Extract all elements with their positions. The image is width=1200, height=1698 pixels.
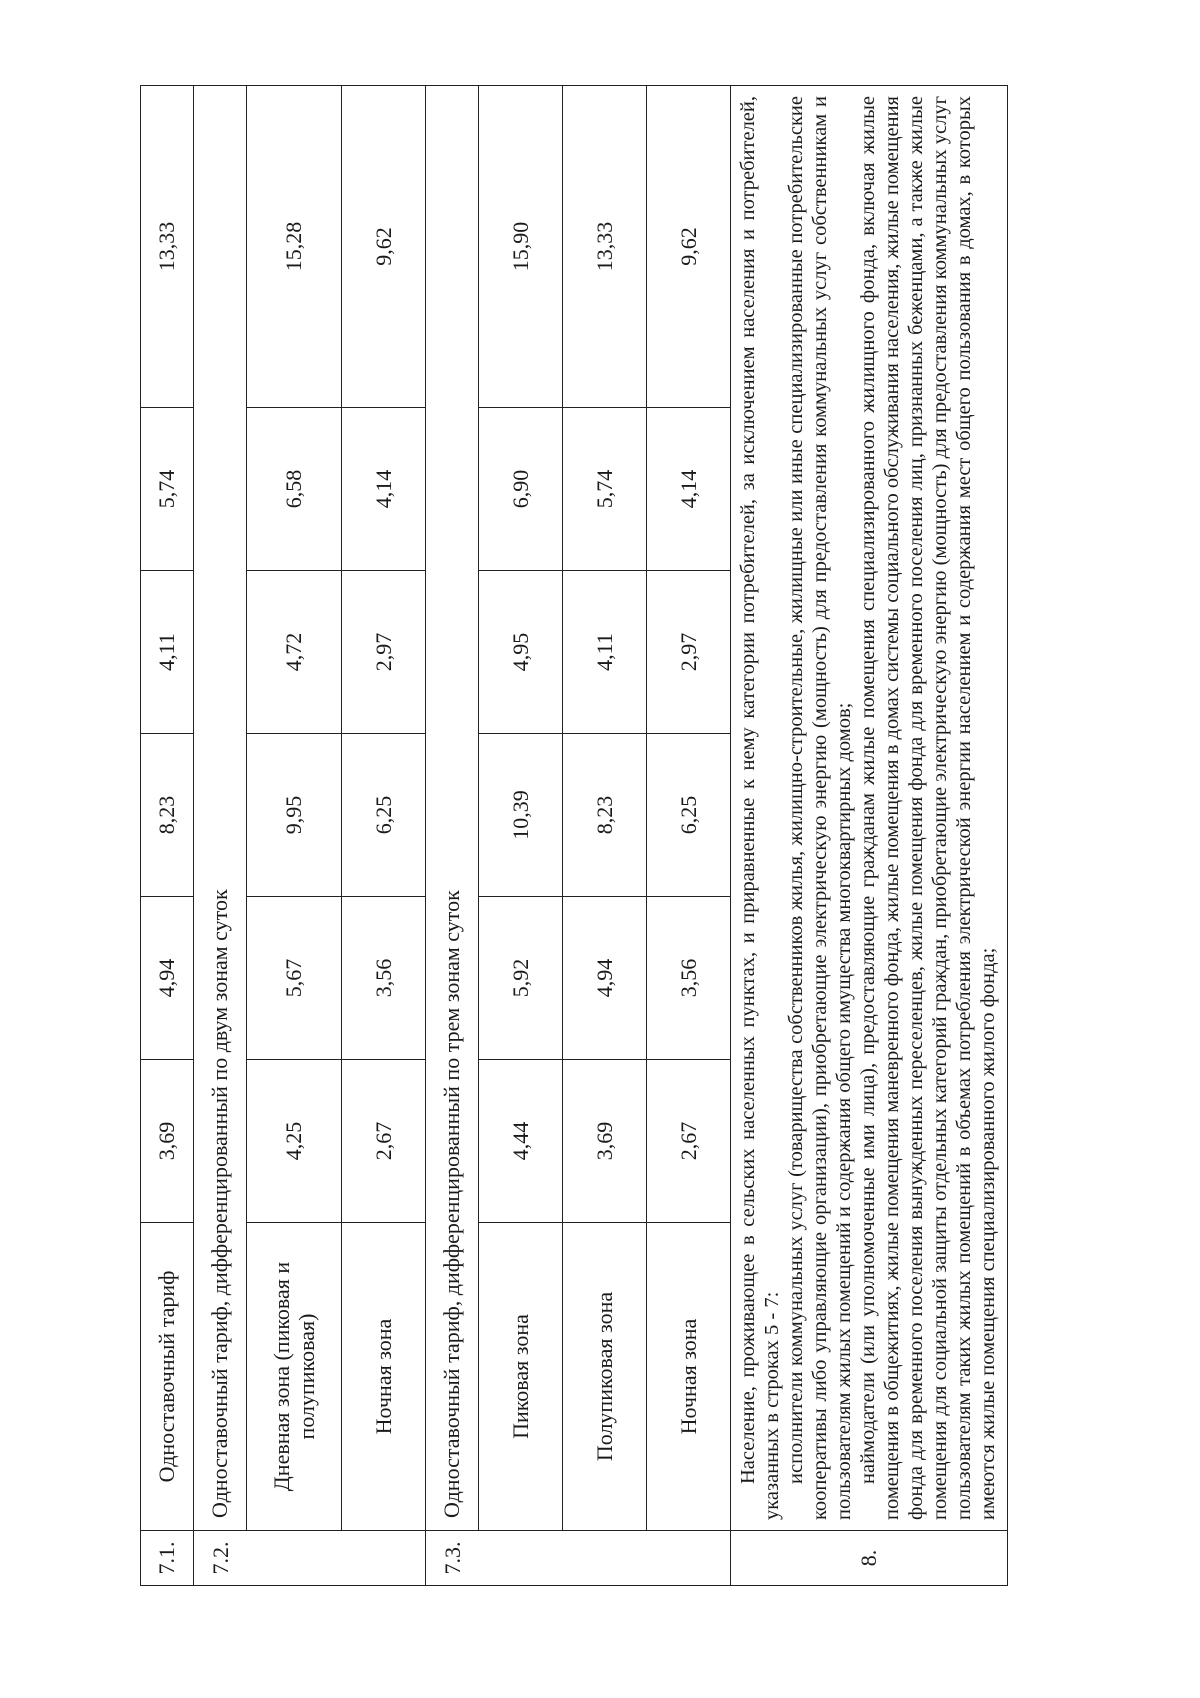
value-cell: 4,94 bbox=[141, 897, 194, 1060]
row-number: 7.1. bbox=[141, 1531, 194, 1586]
value-cell: 4,72 bbox=[247, 571, 342, 734]
value-cell: 15,90 bbox=[479, 86, 563, 408]
row-label: Ночная зона bbox=[342, 1223, 426, 1531]
value-cell: 4,25 bbox=[247, 1060, 342, 1223]
section-heading: Одноставочный тариф, дифференцированный по двум зонам суток bbox=[194, 571, 247, 1531]
section-heading: Одноставочный тариф, дифференцированный по трем зонам суток bbox=[426, 571, 479, 1531]
value-cell: 4,95 bbox=[479, 571, 563, 734]
value-cell: 4,14 bbox=[342, 408, 426, 571]
value-cell: 13,33 bbox=[563, 86, 647, 408]
table-row bbox=[479, 86, 563, 1586]
value-cell: 6,25 bbox=[342, 734, 426, 897]
value-cell: 4,44 bbox=[479, 1060, 563, 1223]
value-cell: 4,14 bbox=[647, 408, 731, 571]
value-cell: 6,25 bbox=[647, 734, 731, 897]
value-cell: 8,23 bbox=[141, 734, 194, 897]
value-cell: 5,74 bbox=[141, 408, 194, 571]
value-cell: 15,28 bbox=[247, 86, 342, 408]
value-cell: 3,56 bbox=[342, 897, 426, 1060]
row-label: Полупиковая зона bbox=[563, 1223, 647, 1531]
value-cell: 2,67 bbox=[647, 1060, 731, 1223]
row-description bbox=[731, 86, 1008, 1531]
paragraph: исполнители коммунальных услуг (товарищества собственников жилья, жилищно-строительные, жилищные или иные специализированные потребительские кооперативы либо управляющие организации), приобретающие электрическую энергию (мощность) для предоставления коммунальных услуг собственникам и пользователям жилых помещений и содержания общего имущества многоквартирных домов; bbox=[784, 96, 855, 1520]
table-row bbox=[563, 86, 647, 1586]
value-cell: 2,97 bbox=[342, 571, 426, 734]
row-number: 8. bbox=[731, 1531, 1008, 1586]
value-cell: 8,23 bbox=[563, 734, 647, 897]
table-row bbox=[141, 86, 194, 1586]
row-label: Ночная зона bbox=[647, 1223, 731, 1531]
value-cell: 9,95 bbox=[247, 734, 342, 897]
value-cell: 4,11 bbox=[563, 571, 647, 734]
value-cell: 4,94 bbox=[563, 897, 647, 1060]
paragraph: наймодатели (или уполномоченные ими лица), предоставляющие гражданам жилые помещения специализированного жилищного фонда, включая жилые помещения в общежитиях, жилые помещения маневренного фонда, жилые помещения в домах системы социального обслуживания населения, жилые помещения фонда для временного поселения вынужденных переселенцев, жилые помещения фонда для временного поселения лиц, признанных беженцами, а также жилые помещения для социальной защиты отдельных категорий граждан, приобретающие электрическую энергию (мощность) для предоставления коммунальных услуг пользователям таких жилых помещений в объемах потребления электрической энергии населением и содержания мест общего пользования в домах, в которых имеются жилые помещения специализированного жилого фонда; bbox=[856, 96, 999, 1520]
value-cell: 6,90 bbox=[479, 408, 563, 571]
value-cell: 5,74 bbox=[563, 408, 647, 571]
table-row bbox=[647, 86, 731, 1586]
row-number: 7.3. bbox=[426, 1531, 479, 1586]
value-cell: 10,39 bbox=[479, 734, 563, 897]
value-cell: 5,92 bbox=[479, 897, 563, 1060]
value-cell: 9,62 bbox=[647, 86, 731, 408]
value-cell: 5,67 bbox=[247, 897, 342, 1060]
row-label: Одноставочный тариф bbox=[141, 1223, 194, 1531]
row-number: 7.2. bbox=[194, 1531, 247, 1586]
value-cell: 6,58 bbox=[247, 408, 342, 571]
value-cell: 9,62 bbox=[342, 86, 426, 408]
value-cell: 3,69 bbox=[563, 1060, 647, 1223]
value-cell: 4,11 bbox=[141, 571, 194, 734]
value-cell: 2,97 bbox=[647, 571, 731, 734]
value-cell: 2,67 bbox=[342, 1060, 426, 1223]
table-row bbox=[194, 86, 247, 1586]
row-label: Дневная зона (пиковая и полупиковая) bbox=[247, 1223, 342, 1531]
row-label: Пиковая зона bbox=[479, 1223, 563, 1531]
paragraph: Население, проживающее в сельских населенных пунктах, и приравненные к нему категории потребителей, за исключением населения и потребителей, указанных в строках 5 - 7: bbox=[737, 96, 783, 1520]
tariff-table bbox=[140, 85, 1008, 1586]
table-row bbox=[731, 86, 1008, 1586]
rotated-table-page bbox=[140, 86, 1060, 1586]
value-cell: 13,33 bbox=[141, 86, 194, 408]
value-cell: 3,56 bbox=[647, 897, 731, 1060]
table-row bbox=[247, 86, 342, 1586]
value-cell: 3,69 bbox=[141, 1060, 194, 1223]
table-row bbox=[426, 86, 479, 1586]
table-row bbox=[342, 86, 426, 1586]
